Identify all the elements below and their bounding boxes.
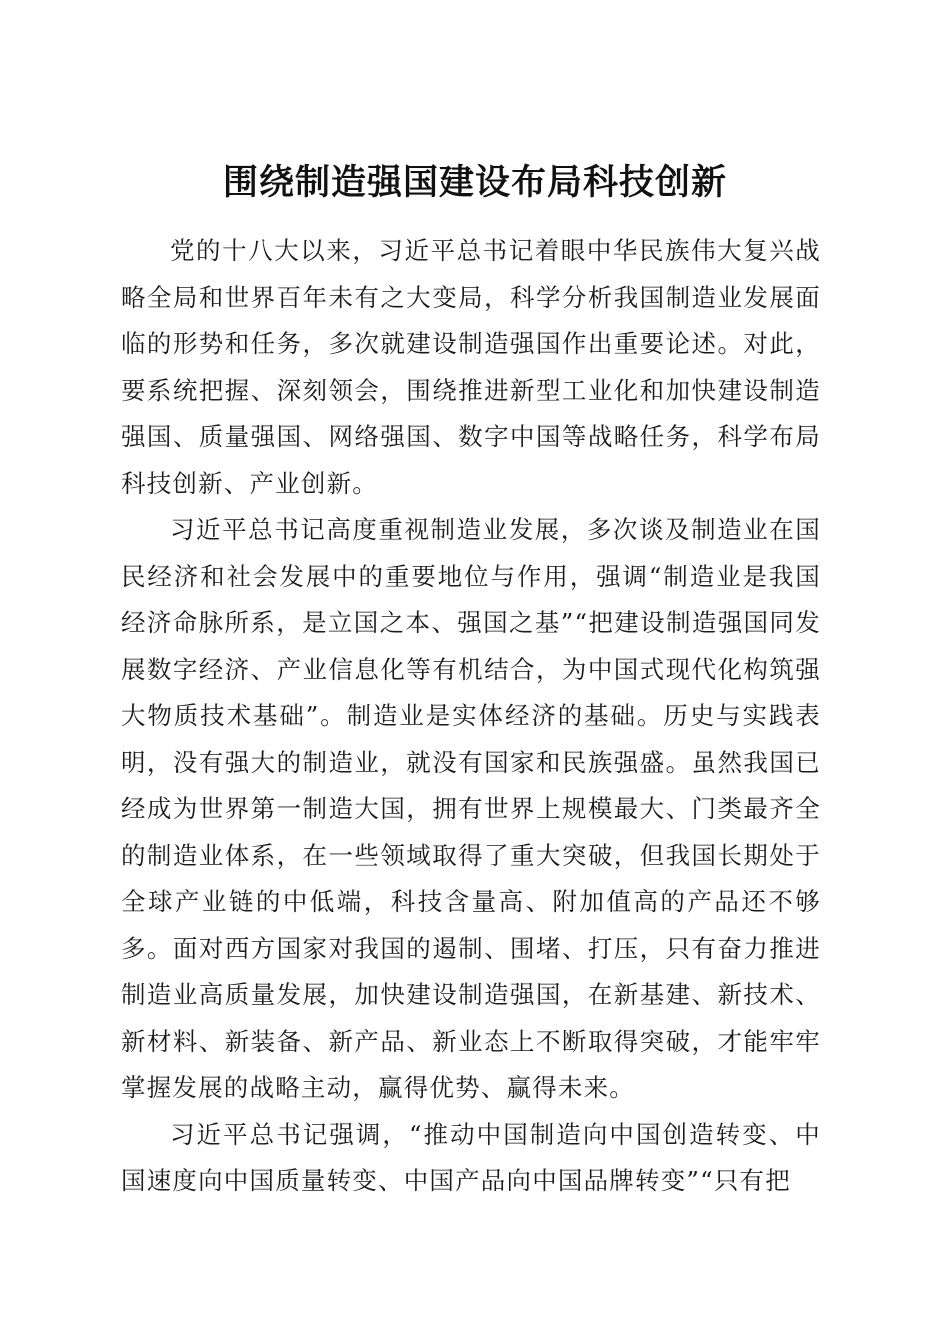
document-title: 围绕制造强国建设布局科技创新 [222, 162, 727, 204]
paragraph-3: 习近平总书记强调，“推动中国制造向中国创造转变、中国速度向中国质量转变、中国产品向中国品牌转变”“只有把 [121, 1119, 821, 1195]
document-body [121, 228, 821, 1205]
paragraph-1: 党的十八大以来，习近平总书记着眼中华民族伟大复兴战略全局和世界百年未有之大变局，科学分析我国制造业发展面临的形势和任务，多次就建设制造强国作出重要论述。对此，要系统把握、深刻领会，围绕推进新型工业化和加快建设制造强国、质量强国、网络强国、数字中国等战略任务，科学布局科技创新、产业创新。 [121, 236, 821, 498]
paragraph-2: 习近平总书记高度重视制造业发展，多次谈及制造业在国民经济和社会发展中的重要地位与作用，强调“制造业是我国经济命脉所系，是立国之本、强国之基”“把建设制造强国同发展数字经济、产业信息化等有机结合，为中国式现代化构筑强大物质技术基础”。制造业是实体经济的基础。历史与实践表明，没有强大的制造业，就没有国家和民族强盛。虽然我国已经成为世界第一制造大国，拥有世界上规模最大、门类最齐全的制造业体系，在一些领域取得了重大突破，但我国长期处于全球产业链的中低端，科技含量高、附加值高的产品还不够多。面对西方国家对我国的遏制、围堵、打压，只有奋力推进制造业高质量发展，加快建设制造强国，在新基建、新技术、新材料、新装备、新产品、新业态上不断取得突破，才能牢牢掌握发展的战略主动，赢得优势、赢得未来。 [121, 515, 821, 1102]
